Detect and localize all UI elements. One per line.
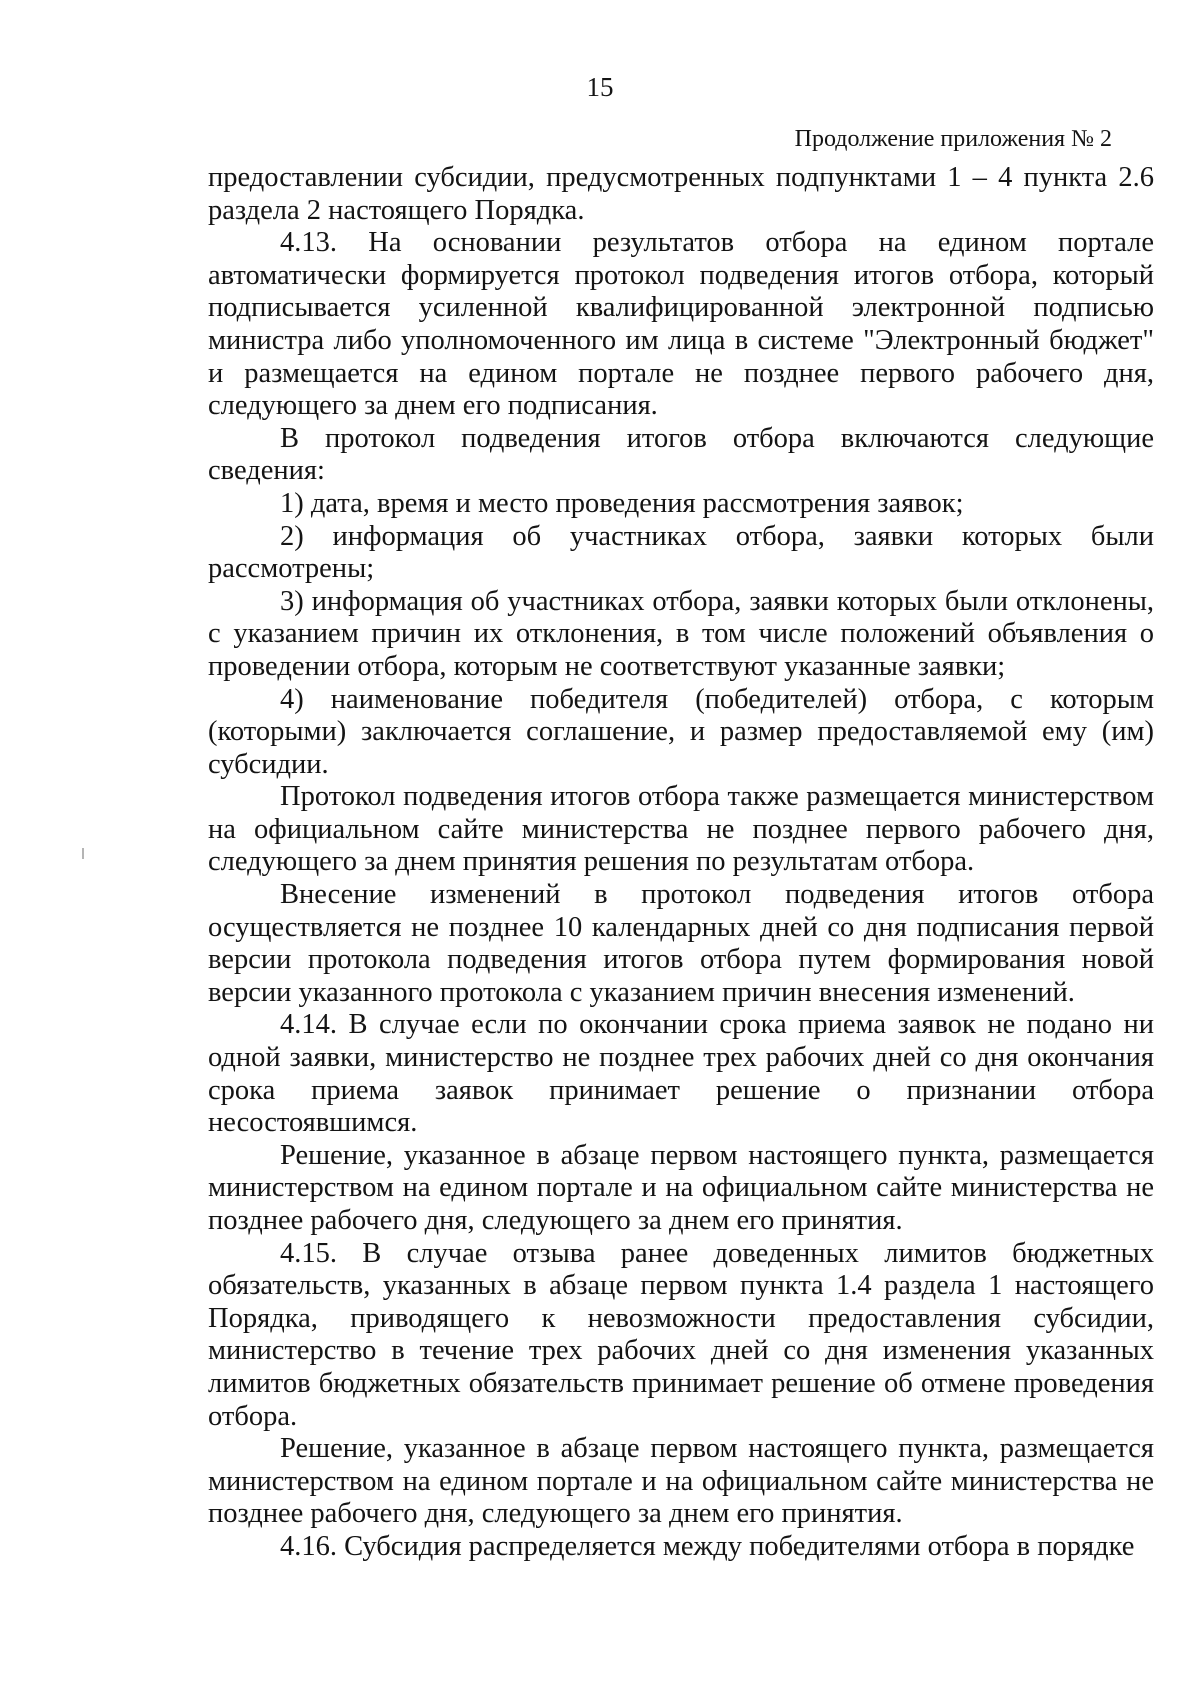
document-body — [208, 162, 1154, 1564]
paragraph-4-13: 4.13. На основании результатов отбора на едином портале автоматически формируется протокол подведения итогов отбора, который подписывается усиленной квалифицированной электронной подписью министра либо уполномоченного им лица в системе "Электронный бюджет" и размещается на едином портале не позднее первого рабочего дня, следующего за днем его подписания. — [208, 227, 1154, 422]
paragraph-decision-publication-2: Решение, указанное в абзаце первом настоящего пункта, размещается министерством на едином портале и на официальном сайте министерства не позднее рабочего дня, следующего за днем его принятия. — [208, 1433, 1154, 1530]
paragraph-4-14: 4.14. В случае если по окончании срока приема заявок не подано ни одной заявки, министерство не позднее трех рабочих дней со дня окончания срока приема заявок принимает решение о признании отбора несостоявшимся. — [208, 1009, 1154, 1139]
paragraph-protocol-amendments: Внесение изменений в протокол подведения итогов отбора осуществляется не позднее 10 календарных дней со дня подписания первой версии протокола подведения итогов отбора путем формирования новой версии указанного протокола с указанием причин внесения изменений. — [208, 879, 1154, 1008]
paragraph-4-15: 4.15. В случае отзыва ранее доведенных лимитов бюджетных обязательств, указанных в абзаце первом пункта 1.4 раздела 1 настоящего Порядка, приводящего к невозможности предоставления субсидии, министерство в течение трех рабочих дней со дня изменения указанных лимитов бюджетных обязательств принимает решение об отмене проведения отбора. — [208, 1237, 1154, 1432]
paragraph-protocol-publication: Протокол подведения итогов отбора также размещается министерством на официальном сайте министерства не позднее первого рабочего дня, следующего за днем принятия решения по результатам отбора. — [208, 781, 1154, 878]
list-item-2: 2) информация об участниках отбора, заявки которых были рассмотрены; — [208, 520, 1154, 585]
scan-artifact — [82, 848, 84, 859]
paragraph-4-16: 4.16. Субсидия распределяется между победителями отбора в порядке — [280, 1530, 1135, 1562]
list-item-3: 3) информация об участниках отбора, заявки которых были отклонены, с указанием причин их отклонения, в том числе положений объявления о проведении отбора, которым не соответствуют указанные заявки; — [208, 585, 1154, 682]
paragraph-protocol-contents: В протокол подведения итогов отбора включаются следующие сведения: — [208, 422, 1154, 487]
appendix-continuation-label: Продолжение приложения № 2 — [794, 126, 1112, 152]
page-number: 15 — [586, 72, 614, 102]
paragraph-continuation: предоставлении субсидии, предусмотренных подпунктами 1 – 4 пункта 2.6 раздела 2 настоящего Порядка. — [208, 162, 1154, 226]
list-item-1: 1) дата, время и место проведения рассмотрения заявок; — [280, 487, 964, 519]
paragraph-decision-publication-1: Решение, указанное в абзаце первом настоящего пункта, размещается министерством на едином портале и на официальном сайте министерства не позднее рабочего дня, следующего за днем его принятия. — [208, 1139, 1154, 1236]
list-item-4: 4) наименование победителя (победителей) отбора, с которым (которыми) заключается соглашение, и размер предоставляемой ему (им) субсидии. — [208, 683, 1154, 780]
